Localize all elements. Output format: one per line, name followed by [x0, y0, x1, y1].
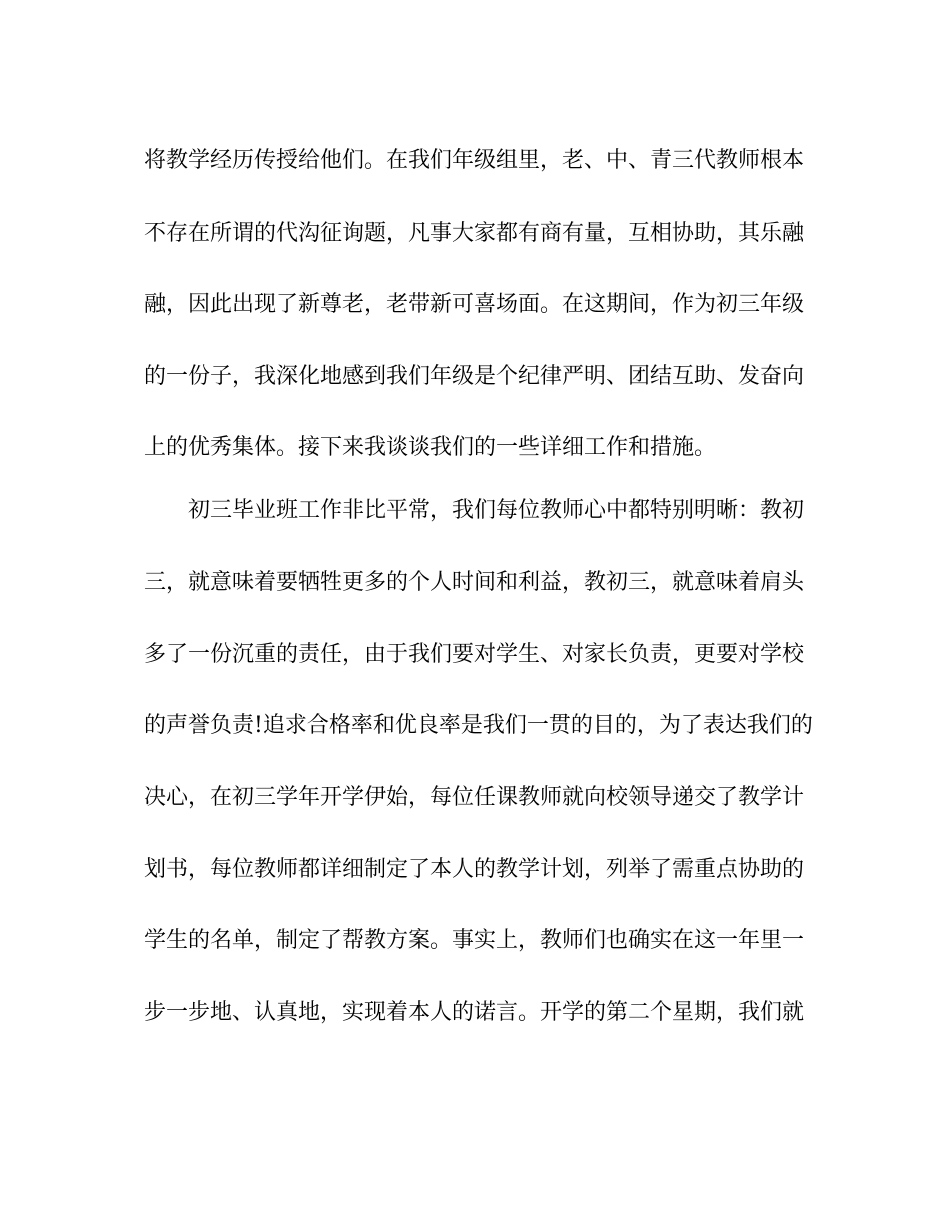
paragraph-line: 不存在所谓的代沟征询题，凡事大家都有商有量，互相协助，其乐融 — [144, 221, 805, 246]
paragraph-line: 步一步地、认真地，实现着本人的诺言。开学的第二个星期，我们就 — [144, 1000, 805, 1025]
paragraph-line: 划书，每位教师都详细制定了本人的教学计划，列举了需重点协助的 — [144, 857, 805, 882]
paragraph-first-line: 初三毕业班工作非比平常，我们每位教师心中都特别明晰：教初 — [188, 498, 805, 523]
paragraph-line: 决心，在初三学年开学伊始，每位任课教师就向校领导递交了教学计 — [144, 785, 805, 810]
paragraph-line: 的一份子，我深化地感到我们年级是个纪律严明、团结互助、发奋向 — [144, 364, 805, 389]
paragraph-line: 的声誉负责!追求合格率和优良率是我们一贯的目的，为了表达我们的 — [144, 713, 813, 738]
paragraph-line: 三，就意味着要牺牲更多的个人时间和利益，教初三，就意味着肩头 — [144, 570, 805, 595]
paragraph-line: 将教学经历传授给他们。在我们年级组里，老、中、青三代教师根本 — [144, 148, 805, 173]
paragraph-line: 学生的名单，制定了帮教方案。事实上，教师们也确实在这一年里一 — [144, 928, 805, 953]
paragraph-line: 多了一份沉重的责任，由于我们要对学生、对家长负责，更要对学校 — [144, 642, 805, 667]
paragraph-line: 上的优秀集体。接下来我谈谈我们的一些详细工作和措施。 — [144, 435, 717, 460]
paragraph-line: 融，因此出现了新尊老，老带新可喜场面。在这期间，作为初三年级 — [144, 292, 805, 317]
